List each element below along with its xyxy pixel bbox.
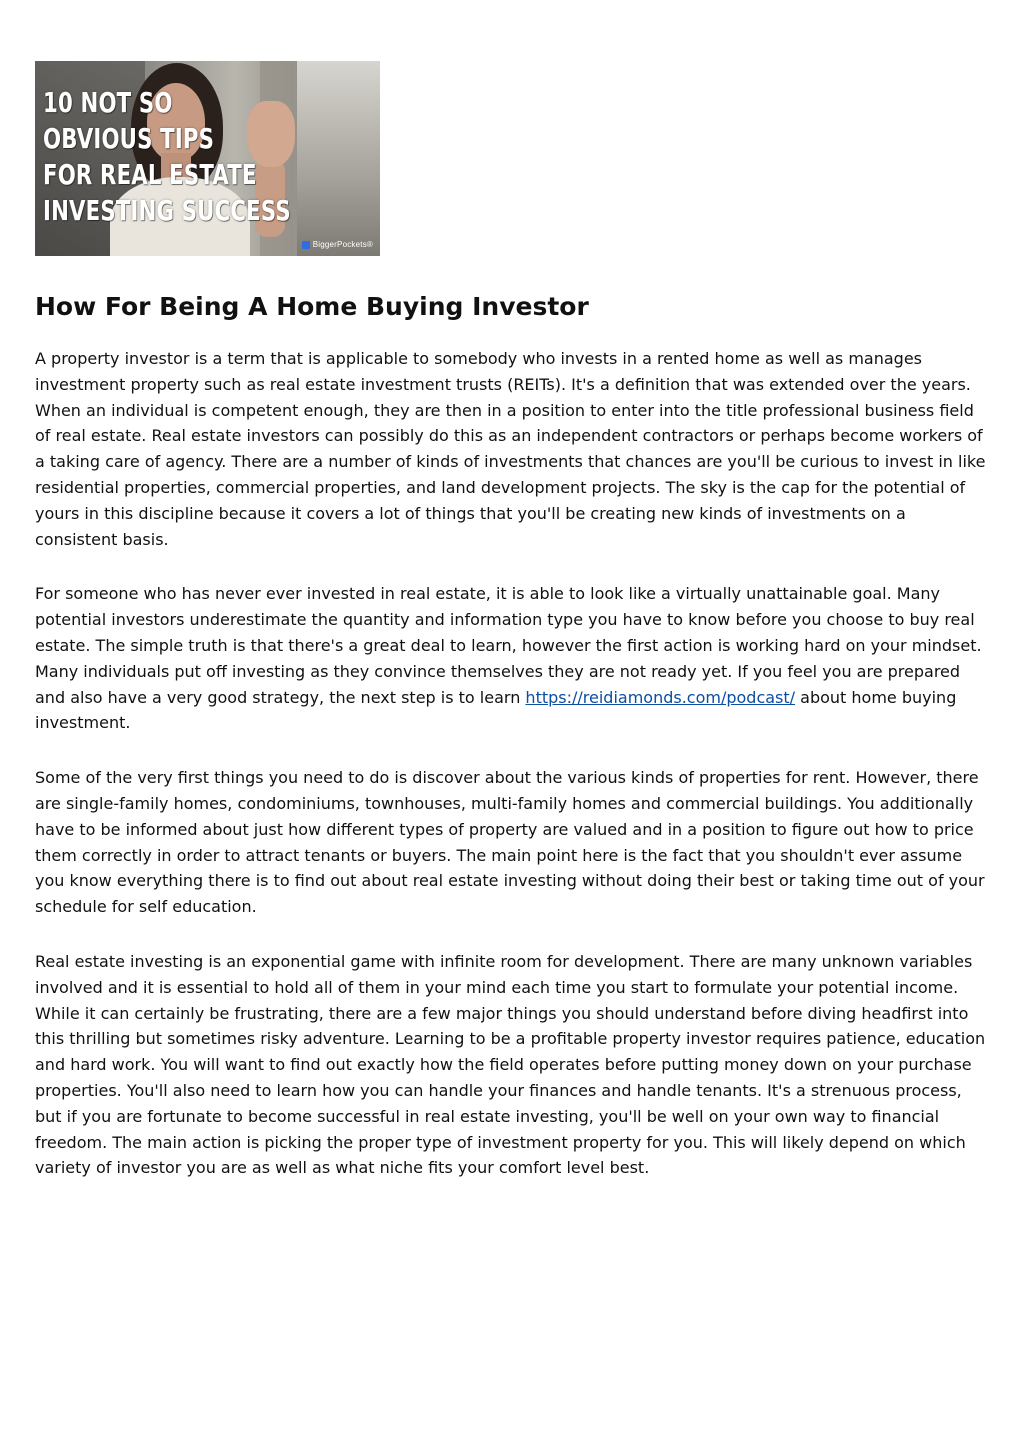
article-paragraph-3: Some of the very first things you need to do is discover about the various kinds of properties for rent. However, there are single-family homes, condominiums, townhouses, multi-family homes and commercial buildings. You additionally have to be informed about just how different types of property are valued and in a position to figure out how to price them correctly in order to attract tenants or buyers. The main point here is the fact that you shouldn't ever assume you know everything there is to find out about real estate investing without doing their best or taking time out of your schedule for self education.: [35, 768, 985, 917]
hero-title-line-2: OBVIOUS TIPS: [43, 122, 215, 155]
hero-title-line-4: INVESTING SUCCESS: [43, 194, 291, 227]
hero-title-line-1: 10 NOT SO: [43, 86, 173, 119]
article-paragraph-1: A property investor is a term that is applicable to somebody who invests in a rented home as well as manages investment property such as real estate investment trusts (REITs). It's a definition that was extended over the years. When an individual is competent enough, they are then in a position to enter into the title professional business field of real estate. Real estate investors can possibly do this as an independent contractors or perhaps become workers of a taking care of agency. There are a number of kinds of investments that chances are you'll be curious to invest in like residential properties, commercial properties, and land development projects. The sky is the cap for the potential of yours in this discipline because it covers a lot of things that you'll be creating new kinds of investments on a consistent basis.: [35, 349, 986, 549]
article-paragraph-4: Real estate investing is an exponential game with infinite room for development. There are many unknown variables involved and it is essential to hold all of them in your mind each time you start to formulate your potential income. While it can certainly be frustrating, there are a few major things you should understand before diving headfirst into this thrilling but sometimes risky adventure. Learning to be a profitable property investor requires patience, education and hard work. You will want to find out exactly how the field operates before putting money down on your purchase properties. You'll also need to learn how you can handle your finances and handle tenants. It's a strenuous process, but if you are fortunate to become successful in real estate investing, you'll be well on your own way to financial freedom. The main action is picking the proper type of investment property for you. This will likely depend on which variety of investor you are as well as what niche fits your comfort level best.: [35, 951, 986, 1178]
article-title: How For Being A Home Buying Investor: [35, 292, 589, 321]
hero-title-line-3: FOR REAL ESTATE: [43, 158, 257, 191]
background-window: [297, 61, 380, 256]
document-page: [35, 61, 992, 1210]
paragraph-2-text-before-link: For someone who has never ever invested in real estate, it is able to look like a virtually unattainable goal. Many potential investors underestimate the quantity and information type you have to know before you choose to buy real estate. The simple truth is that there's a great deal to learn, however the first action is working hard on your mindset. Many individuals put off investing as they convince themselves they are not ready yet. If you feel you are prepared and also have a very good strategy, the next step is to learn: [35, 584, 982, 707]
paragraph-2-text-after-link: about home buying investment.: [35, 687, 957, 733]
podcast-link[interactable]: https://reidiamonds.com/podcast/: [525, 687, 796, 707]
brand-watermark: [302, 240, 373, 249]
hero-thumbnail: [35, 61, 380, 256]
brand-logo-icon: [302, 241, 310, 249]
article-paragraph-2: [35, 581, 992, 736]
brand-name: BiggerPockets®: [312, 240, 373, 249]
hero-title-overlay: [43, 85, 291, 229]
article-body: [35, 346, 992, 1181]
